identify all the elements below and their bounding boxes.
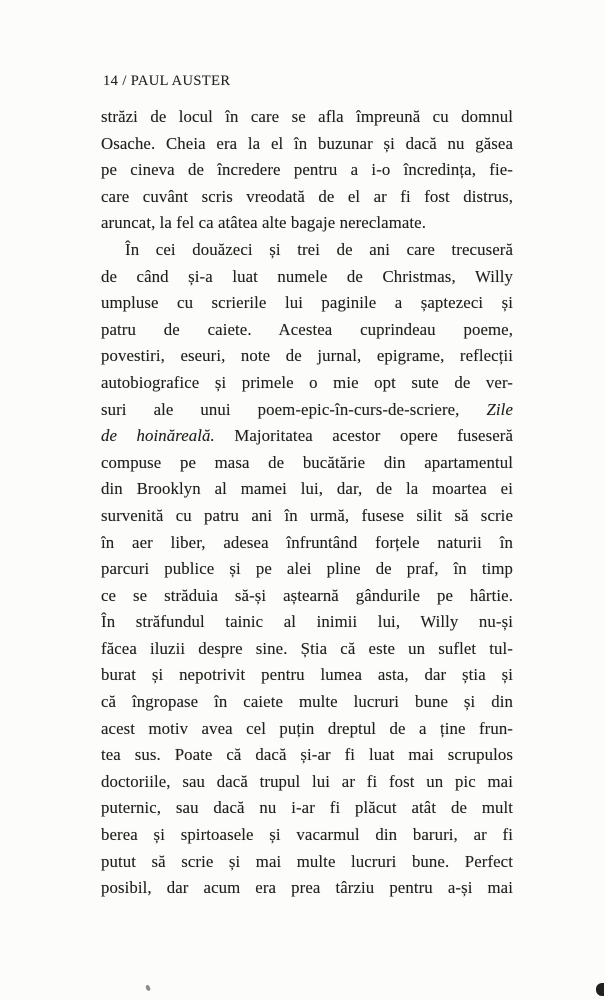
scan-artifact-edge-mark bbox=[596, 983, 604, 996]
text-line: umpluse cu scrierile lui paginile a șaptezeci și bbox=[101, 293, 513, 313]
text-line: compuse pe masa de bucătărie din apartamentul bbox=[101, 452, 513, 472]
text-line: berea și spirtoasele și vacarmul din baruri, ar fi bbox=[101, 825, 513, 845]
text-line: parcuri publice și pe alei pline de praf, în timp bbox=[101, 559, 513, 579]
text-line: făcea iluzii despre sine. Știa că este un suflet tul- bbox=[101, 638, 513, 658]
text-line: străzi de locul în care se afla împreună cu domnul bbox=[101, 107, 513, 126]
scan-artifact-speck bbox=[145, 984, 151, 991]
text-line: de hoinăreală. Majoritatea acestor opere fuseseră bbox=[101, 426, 513, 446]
text-line: În străfundul tainic al inimii lui, Willy nu-și bbox=[101, 612, 513, 632]
text-line: aruncat, la fel ca atâtea alte bagaje nereclamate. bbox=[101, 213, 427, 233]
running-header: 14 / PAUL AUSTER bbox=[103, 73, 231, 89]
text-line: tea sus. Poate că dacă și-ar fi luat mai scrupulos bbox=[101, 745, 513, 765]
text-line: doctoriile, sau dacă trupul lui ar fi fost un pic mai bbox=[101, 771, 513, 791]
text-line: puternic, sau dacă nu i-ar fi plăcut atât de mult bbox=[101, 798, 513, 818]
text-line: că îngropase în caiete multe lucruri bune și din bbox=[101, 692, 513, 712]
text-line: burat și nepotrivit pentru lumea asta, dar știa și bbox=[101, 665, 513, 685]
text-line: suri ale unui poem-epic-în-curs-de-scriere, Zile bbox=[101, 399, 513, 419]
page-body-text bbox=[101, 104, 513, 902]
text-line: posibil, dar acum era prea târziu pentru a-și mai bbox=[101, 878, 513, 898]
text-line: Osache. Cheia era la el în buzunar și dacă nu găsea bbox=[101, 133, 513, 153]
text-line: În cei douăzeci și trei de ani care trecuseră bbox=[125, 239, 513, 259]
text-line: autobiografice și primele o mie opt sute de ver- bbox=[101, 372, 513, 392]
text-line: pe cineva de încredere pentru a i-o încredința, fie- bbox=[101, 160, 513, 180]
text-line: acest motiv avea cel puțin dreptul de a ține frun- bbox=[101, 718, 513, 738]
text-line: din Brooklyn al mamei lui, dar, de la moartea ei bbox=[101, 479, 513, 499]
text-line: povestiri, eseuri, note de jurnal, epigrame, reflecții bbox=[101, 346, 513, 366]
text-line: putut să scrie și mai multe lucruri bune. Perfect bbox=[101, 851, 513, 871]
text-line: ce se străduia să-și aștearnă gândurile pe hârtie. bbox=[101, 585, 513, 605]
text-line: de când și-a luat numele de Christmas, Willy bbox=[101, 266, 513, 286]
text-line: care cuvânt scris vreodată de el ar fi fost distrus, bbox=[101, 186, 513, 206]
text-line: survenită cu patru ani în urmă, fusese silit să scrie bbox=[101, 505, 513, 525]
text-line: în aer liber, adesea înfruntând forțele naturii în bbox=[101, 532, 513, 552]
text-line: patru de caiete. Acestea cuprindeau poeme, bbox=[101, 319, 513, 339]
